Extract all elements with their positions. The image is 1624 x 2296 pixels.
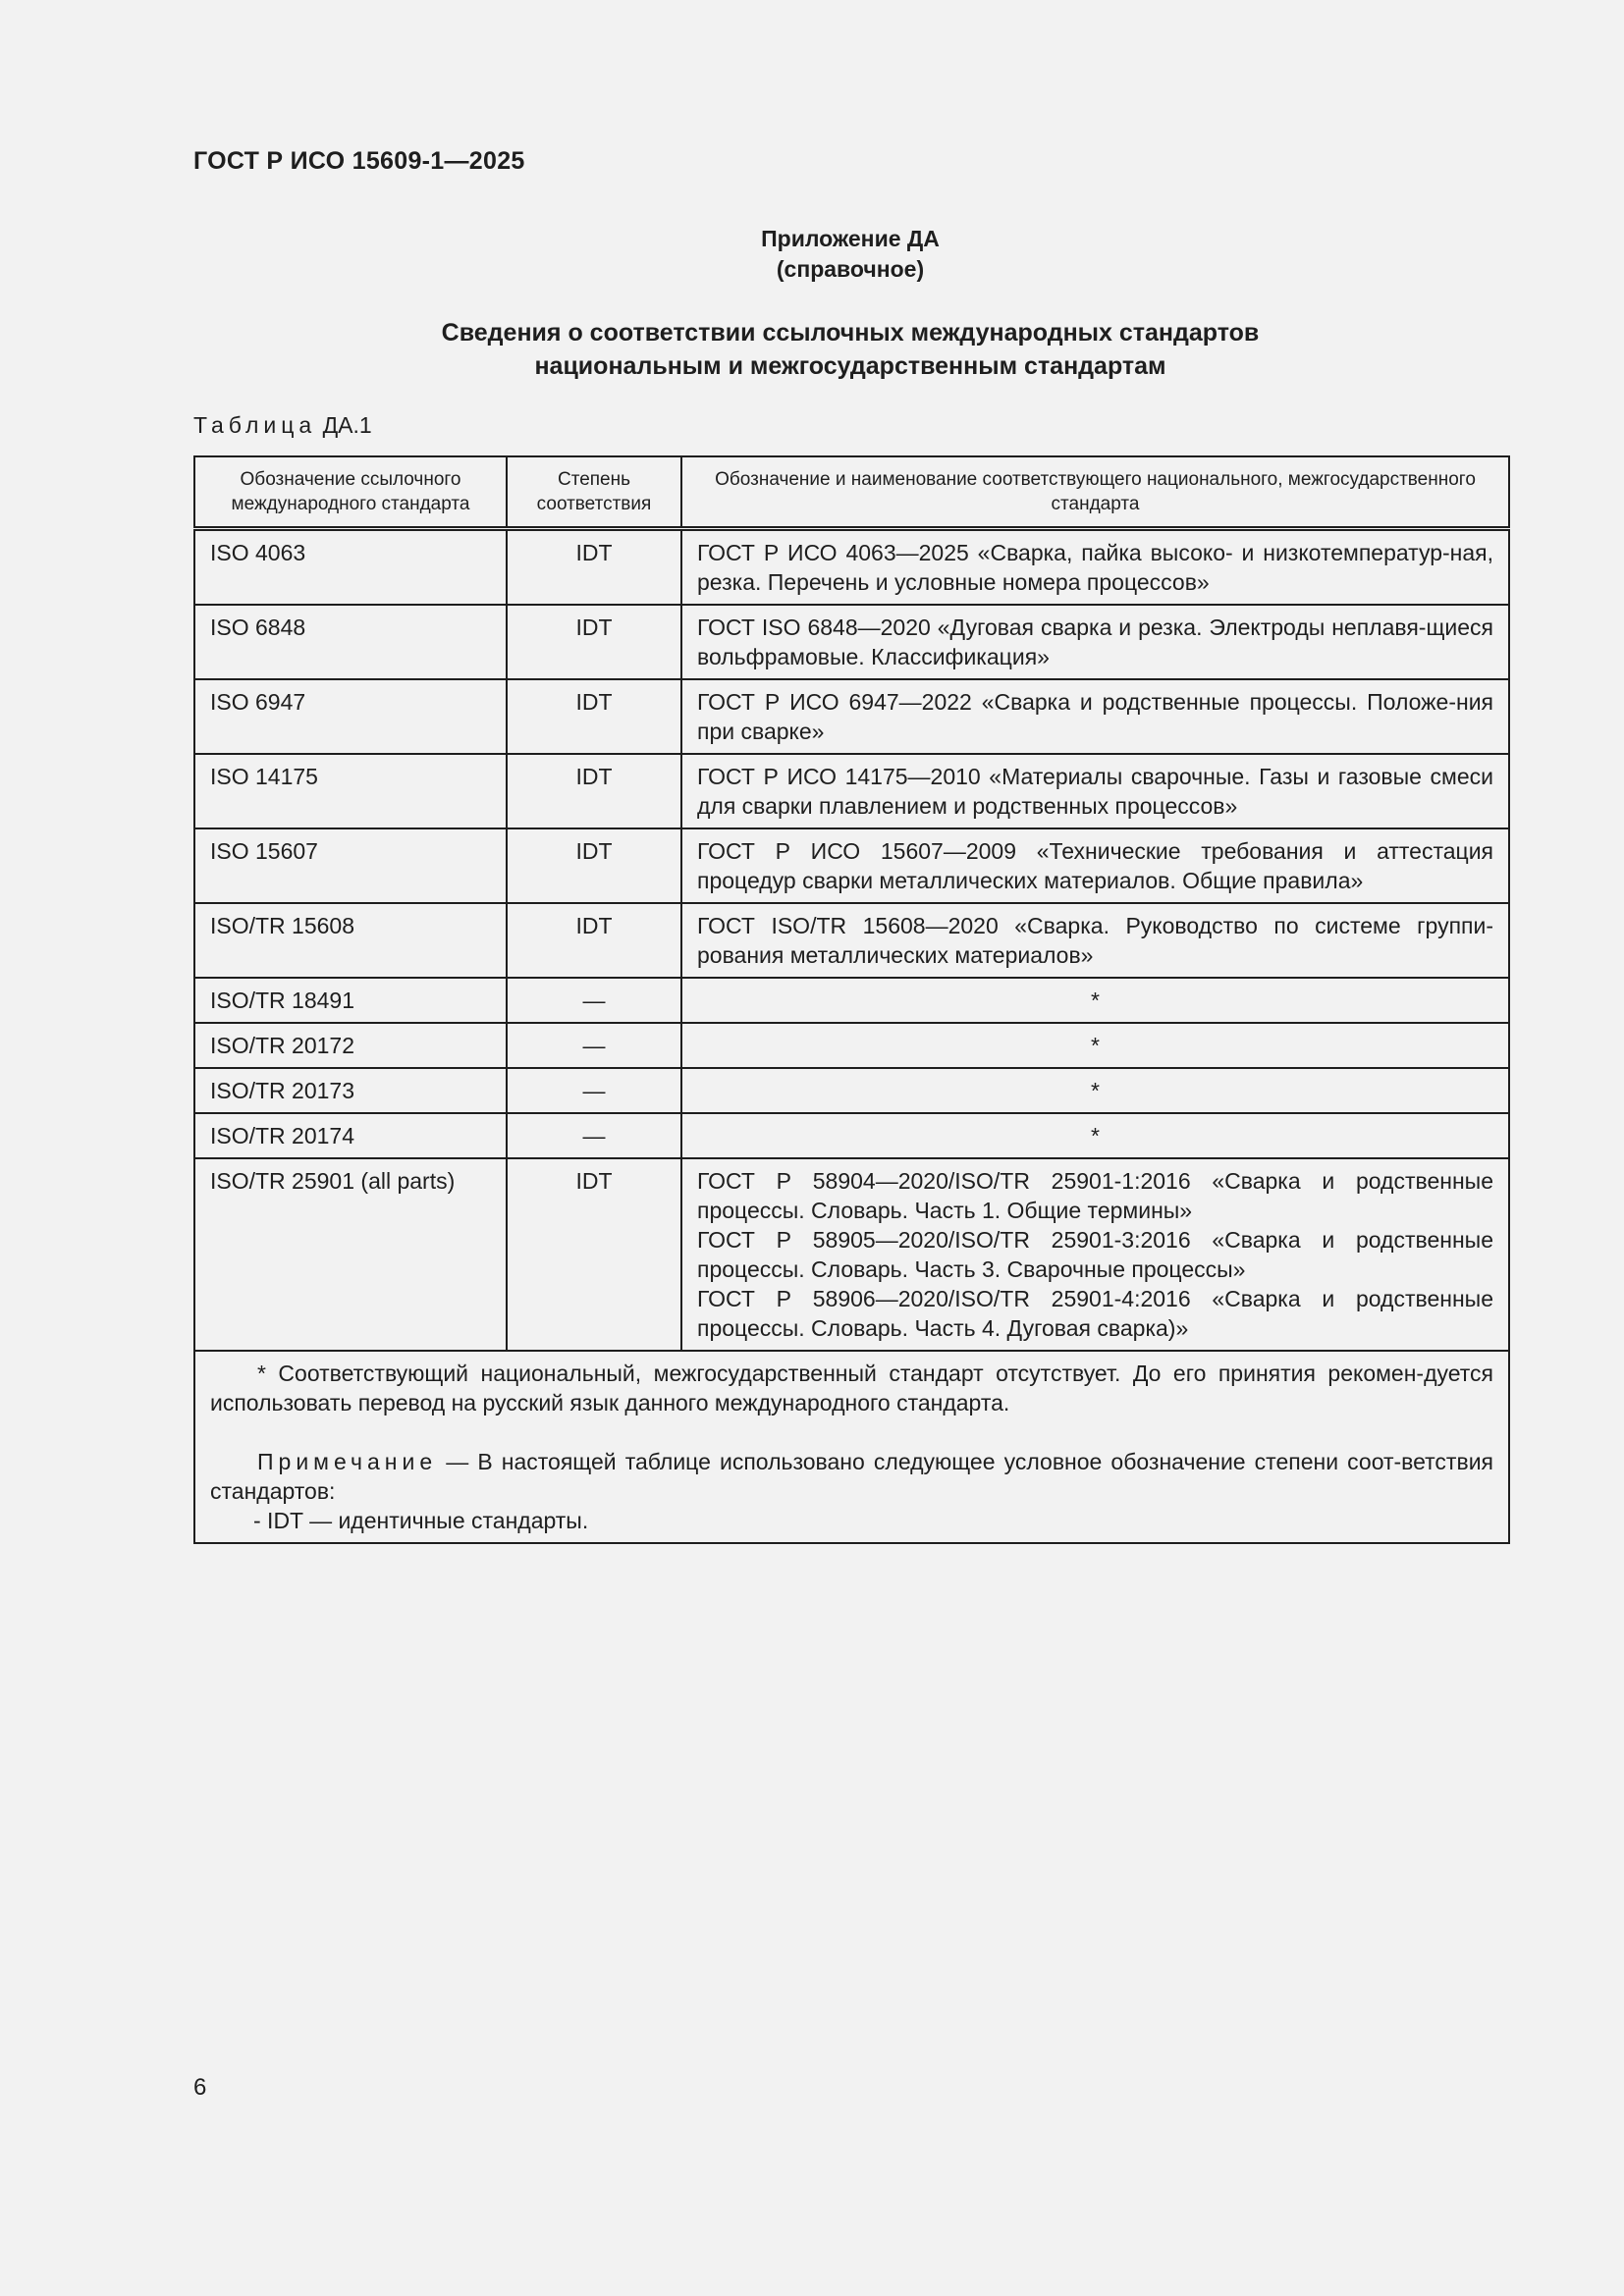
cell-national-standard [681,1158,1509,1351]
table-row [194,1113,1509,1158]
annex-title: Приложение ДА [761,226,940,251]
cell-degree: IDT [507,828,681,903]
page-number: 6 [193,2074,207,2101]
cell-international-standard: ISO 4063 [194,529,507,606]
cell-national-standard: ГОСТ Р ИСО 4063—2025 «Сварка, пайка высоко- и низкотемператур-ная, резка. Перечень и условные номера процессов» [681,529,1509,606]
footnote-text: * Соответствующий национальный, межгосударственный стандарт отсутствует. До его принятия рекомен-дуется использовать перевод на русский язык данного международного стандарта. [210,1361,1493,1415]
correspondence-table [193,455,1510,1544]
cell-national-standard: * [681,978,1509,1023]
cell-international-standard: ISO/TR 20172 [194,1023,507,1068]
cell-degree: — [507,978,681,1023]
table-row [194,828,1509,903]
cell-national-standard: * [681,1068,1509,1113]
table-row [194,1158,1509,1351]
cell-national-standard: ГОСТ Р ИСО 14175—2010 «Материалы сварочные. Газы и газовые смеси для сварки плавлением и родственных процессов» [681,754,1509,828]
note-list-item: - IDT — идентичные стандарты. [253,1508,589,1533]
table-caption-word: Таблица [193,412,317,438]
cell-degree: — [507,1023,681,1068]
header-degree-of-correspondence: Степень соответствия [507,456,681,529]
national-standard-entry: ГОСТ Р 58905—2020/ISO/TR 25901-3:2016 «Сварка и родственные процессы. Словарь. Часть 3. Сварочные процессы» [697,1227,1493,1282]
cell-degree: — [507,1068,681,1113]
section-heading [193,316,1507,383]
cell-degree: IDT [507,754,681,828]
table-row [194,978,1509,1023]
cell-degree: IDT [507,1158,681,1351]
table-row [194,903,1509,978]
table-row [194,754,1509,828]
note-paragraph [210,1447,1493,1506]
document-code: ГОСТ Р ИСО 15609-1—2025 [193,147,525,175]
table-row [194,1068,1509,1113]
cell-international-standard: ISO 6947 [194,679,507,754]
table-row [194,1023,1509,1068]
table-row [194,529,1509,606]
national-standard-entry: ГОСТ Р 58906—2020/ISO/TR 25901-4:2016 «Сварка и родственные процессы. Словарь. Часть 4. Дуговая сварка)» [697,1286,1493,1341]
cell-national-standard: ГОСТ ISO 6848—2020 «Дуговая сварка и резка. Электроды неплавя-щиеся вольфрамовые. Классификация» [681,605,1509,679]
cell-national-standard: ГОСТ Р ИСО 6947—2022 «Сварка и родственные процессы. Положе-ния при сварке» [681,679,1509,754]
table-footer-row [194,1351,1509,1543]
table-row [194,679,1509,754]
annex-subtitle: (справочное) [776,256,925,282]
header-national-standard: Обозначение и наименование соответствующего национального, межгосударственного стандарта [681,456,1509,529]
table-header-row [194,456,1509,529]
cell-international-standard: ISO/TR 25901 (all parts) [194,1158,507,1351]
section-heading-line-1: Сведения о соответствии ссылочных международных стандартов [441,319,1260,347]
cell-degree: IDT [507,529,681,606]
cell-international-standard: ISO/TR 20173 [194,1068,507,1113]
cell-national-standard: ГОСТ ISO/TR 15608—2020 «Сварка. Руководство по системе группи-рования металлических материалов» [681,903,1509,978]
table-caption [193,412,372,439]
cell-national-standard: * [681,1023,1509,1068]
note-text: — В настоящей таблице использовано следующее условное обозначение степени соот-ветствия стандартов: [210,1449,1493,1504]
cell-international-standard: ISO/TR 20174 [194,1113,507,1158]
cell-national-standard: * [681,1113,1509,1158]
table-caption-number: ДА.1 [322,412,372,438]
cell-degree: IDT [507,903,681,978]
note-label: Примечание [257,1449,438,1474]
cell-international-standard: ISO 6848 [194,605,507,679]
national-standard-entry: ГОСТ Р 58904—2020/ISO/TR 25901-1:2016 «Сварка и родственные процессы. Словарь. Часть 1. Общие термины» [697,1168,1493,1223]
section-heading-line-2: национальным и межгосударственным стандартам [534,352,1166,380]
cell-international-standard: ISO/TR 18491 [194,978,507,1023]
cell-national-standard: ГОСТ Р ИСО 15607—2009 «Технические требования и аттестация процедур сварки металлических материалов. Общие правила» [681,828,1509,903]
cell-international-standard: ISO 15607 [194,828,507,903]
cell-international-standard: ISO/TR 15608 [194,903,507,978]
cell-international-standard: ISO 14175 [194,754,507,828]
header-international-standard: Обозначение ссылочного международного стандарта [194,456,507,529]
cell-degree: IDT [507,679,681,754]
table-footnote-cell [194,1351,1509,1543]
cell-degree: IDT [507,605,681,679]
annex-title-block [193,224,1507,285]
cell-degree: — [507,1113,681,1158]
table-row [194,605,1509,679]
